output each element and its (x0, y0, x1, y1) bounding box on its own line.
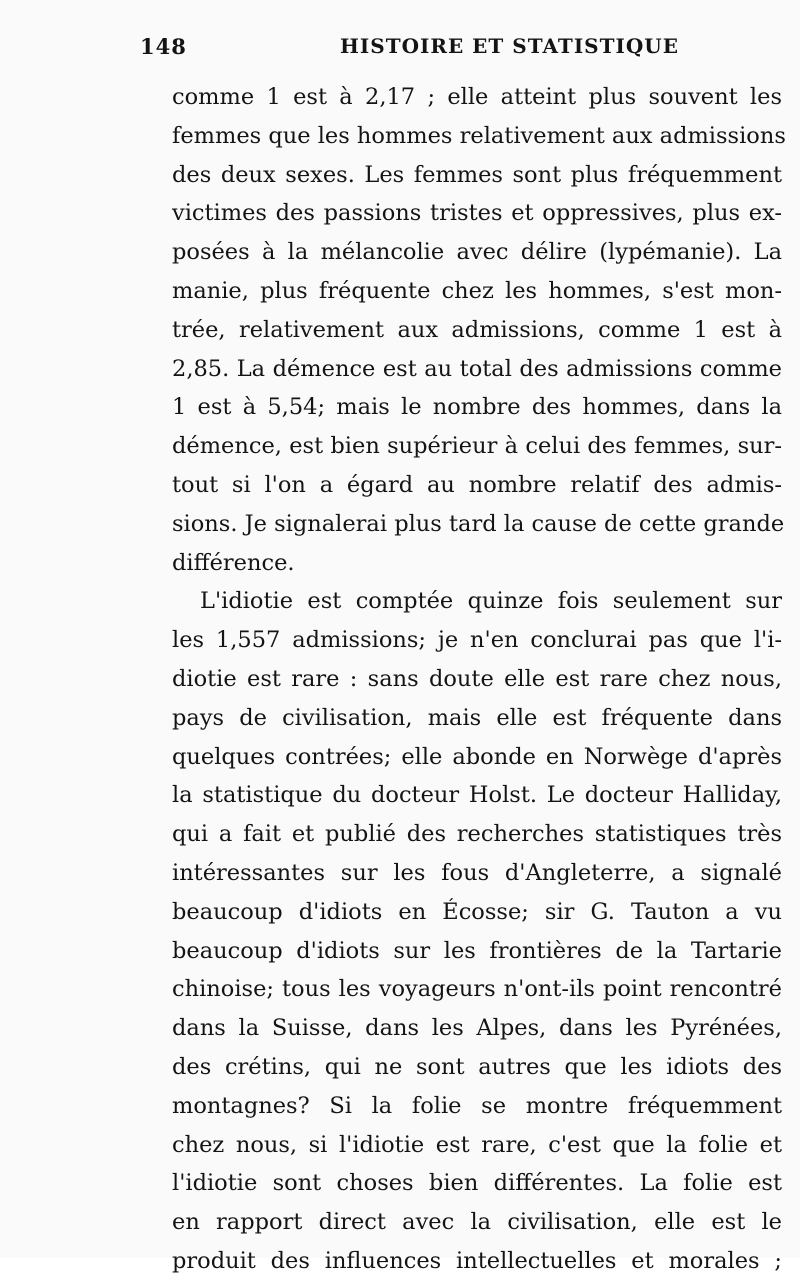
text-line: montagnes? Si la folie se montre fréquemment (172, 1092, 782, 1119)
text-line: posées à la mélancolie avec délire (lypémanie). La (172, 239, 782, 266)
text-line: beaucoup d'idiots en Écosse; sir G. Tauton a vu (172, 898, 782, 925)
text-line: trée, relativement aux admissions, comme 1 est à (172, 316, 782, 343)
body-text (172, 78, 786, 1281)
text-line: beaucoup d'idiots sur les frontières de la Tartarie (172, 937, 782, 964)
text-line: l'idiotie sont choses bien différentes. La folie est (172, 1170, 782, 1197)
page-header (140, 34, 740, 64)
running-title: HISTOIRE ET STATISTIQUE (340, 34, 679, 58)
text-line: des crétins, qui ne sont autres que les idiots des (172, 1053, 782, 1080)
text-line: chez nous, si l'idiotie est rare, c'est que la folie et (172, 1131, 782, 1158)
text-line: victimes des passions tristes et oppressives, plus ex- (172, 200, 782, 227)
text-line: les 1,557 admissions; je n'en conclurai pas que l'i- (172, 627, 782, 654)
text-line: chinoise; tous les voyageurs n'ont-ils point rencontré (172, 976, 782, 1003)
text-line: 1 est à 5,54; mais le nombre des hommes, dans la (172, 394, 782, 421)
text-line: intéressantes sur les fous d'Angleterre, a signalé (172, 859, 782, 886)
text-line: produit des influences intellectuelles et morales ; (172, 1247, 782, 1274)
text-line: diotie est rare : sans doute elle est rare chez nous, (172, 665, 782, 692)
text-line: la statistique du docteur Holst. Le docteur Halliday, (172, 782, 782, 809)
text-line: des deux sexes. Les femmes sont plus fréquemment (172, 161, 782, 188)
text-line: différence. (172, 549, 295, 576)
text-line: démence, est bien supérieur à celui des femmes, sur- (172, 433, 782, 460)
text-line: pays de civilisation, mais elle est fréquente dans (172, 704, 782, 731)
text-line: manie, plus fréquente chez les hommes, s'est mon- (172, 277, 782, 304)
text-line: comme 1 est à 2,17 ; elle atteint plus souvent les (172, 84, 782, 110)
text-line: 2,85. La démence est au total des admissions comme (172, 355, 782, 382)
text-line: en rapport direct avec la civilisation, elle est le (172, 1209, 782, 1236)
text-line: quelques contrées; elle abonde en Norwège d'après (172, 743, 782, 770)
page-number: 148 (140, 34, 187, 59)
text-line: sions. Je signalerai plus tard la cause de cette grande (172, 510, 785, 537)
text-line: qui a fait et publié des recherches statistiques très (172, 821, 782, 848)
text-line: femmes que les hommes relativement aux admissions (172, 122, 786, 149)
text-line: dans la Suisse, dans les Alpes, dans les Pyrénées, (172, 1015, 782, 1042)
text-line: tout si l'on a égard au nombre relatif des admis- (172, 471, 782, 498)
text-line: L'idiotie est comptée quinze fois seulement sur (200, 588, 782, 615)
